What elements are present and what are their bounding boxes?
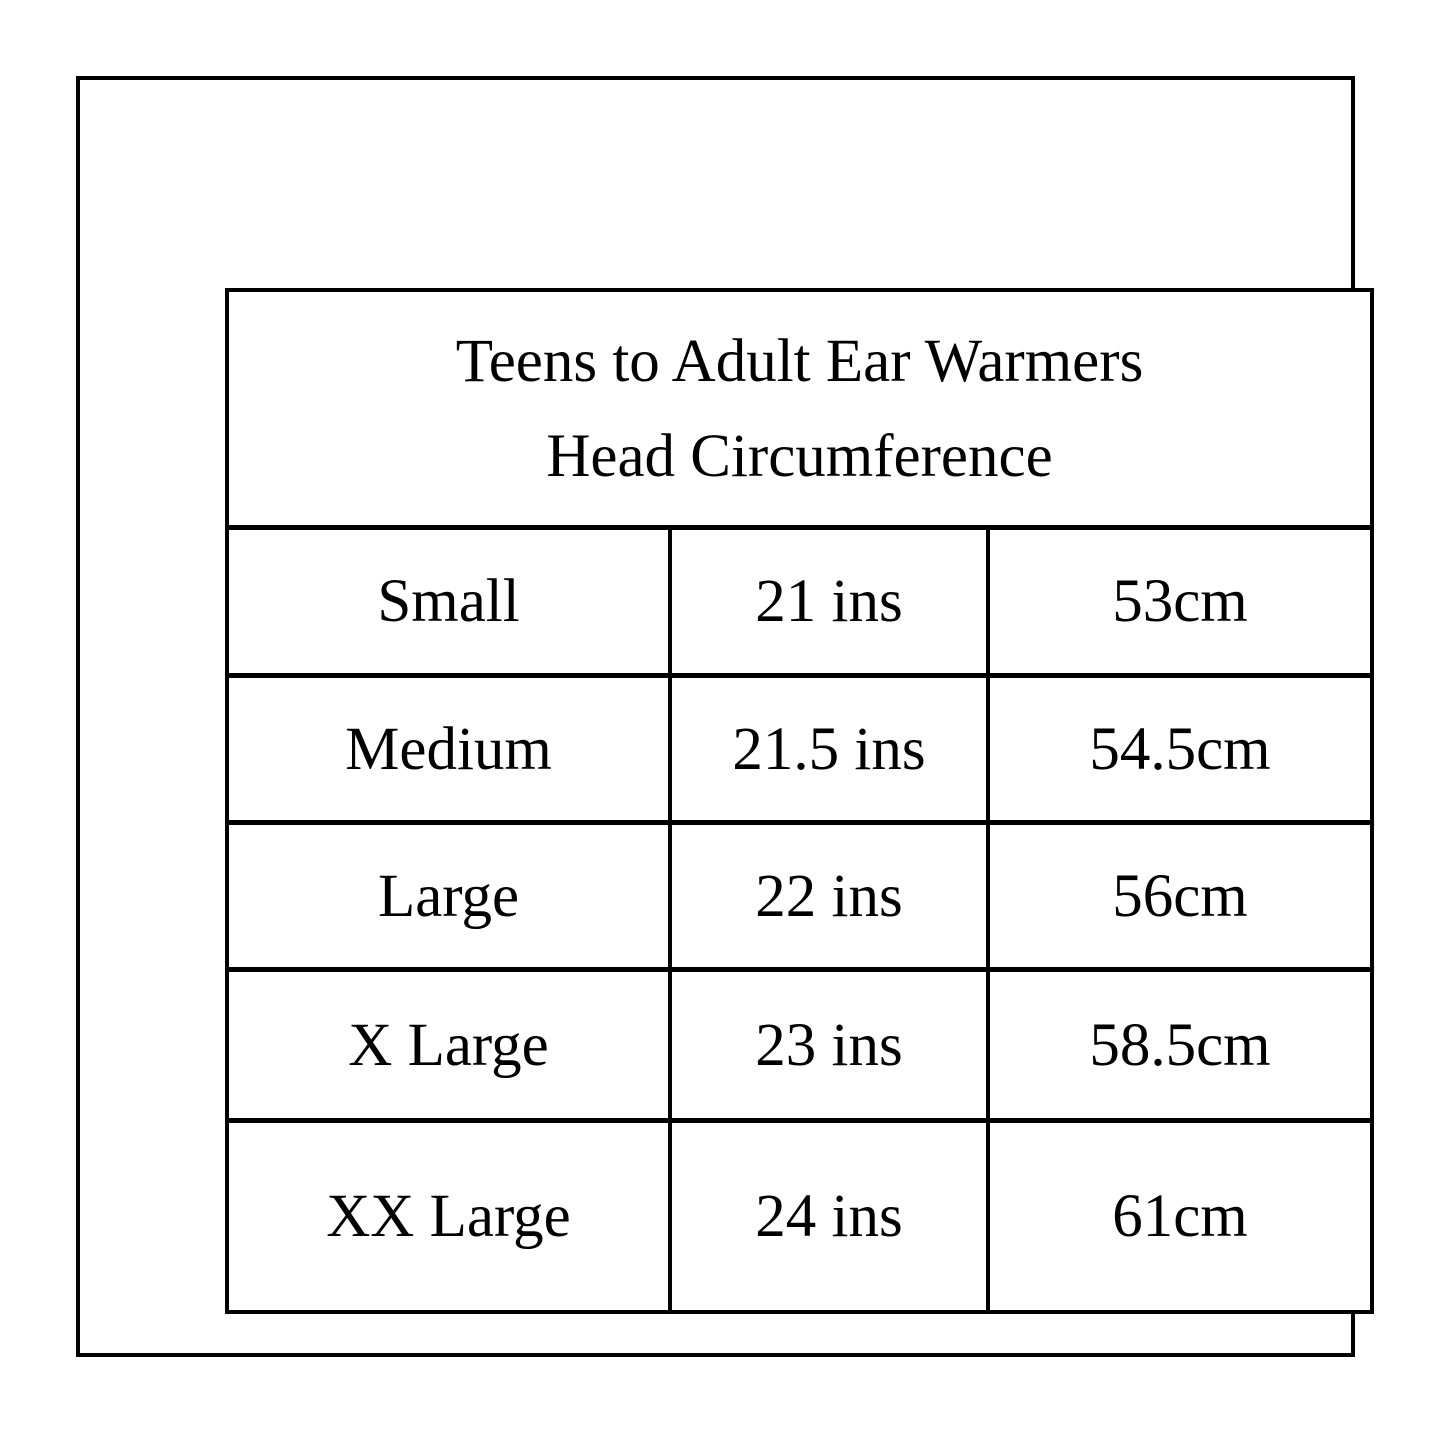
size-cell-xx-large: XX Large [229,1123,668,1310]
table-title-line-1: Teens to Adult Ear Warmers [455,327,1144,395]
table-title [229,292,1370,525]
cm-cell-x-large: 58.5cm [990,972,1370,1118]
inches-cell-x-large: 23 ins [672,972,986,1118]
inches-cell-large: 22 ins [672,825,986,967]
inches-cell-medium: 21.5 ins [672,678,986,820]
size-cell-large: Large [229,825,668,967]
cm-cell-small: 53cm [990,530,1370,673]
size-chart-frame [76,76,1355,1357]
cm-cell-large: 56cm [990,825,1370,967]
size-cell-small: Small [229,530,668,673]
size-cell-x-large: X Large [229,972,668,1118]
size-chart-table [225,288,1374,1314]
size-cell-medium: Medium [229,678,668,820]
table-title-line-2: Head Circumference [546,422,1053,490]
cm-cell-medium: 54.5cm [990,678,1370,820]
inches-cell-xx-large: 24 ins [672,1123,986,1310]
cm-cell-xx-large: 61cm [990,1123,1370,1310]
inches-cell-small: 21 ins [672,530,986,673]
